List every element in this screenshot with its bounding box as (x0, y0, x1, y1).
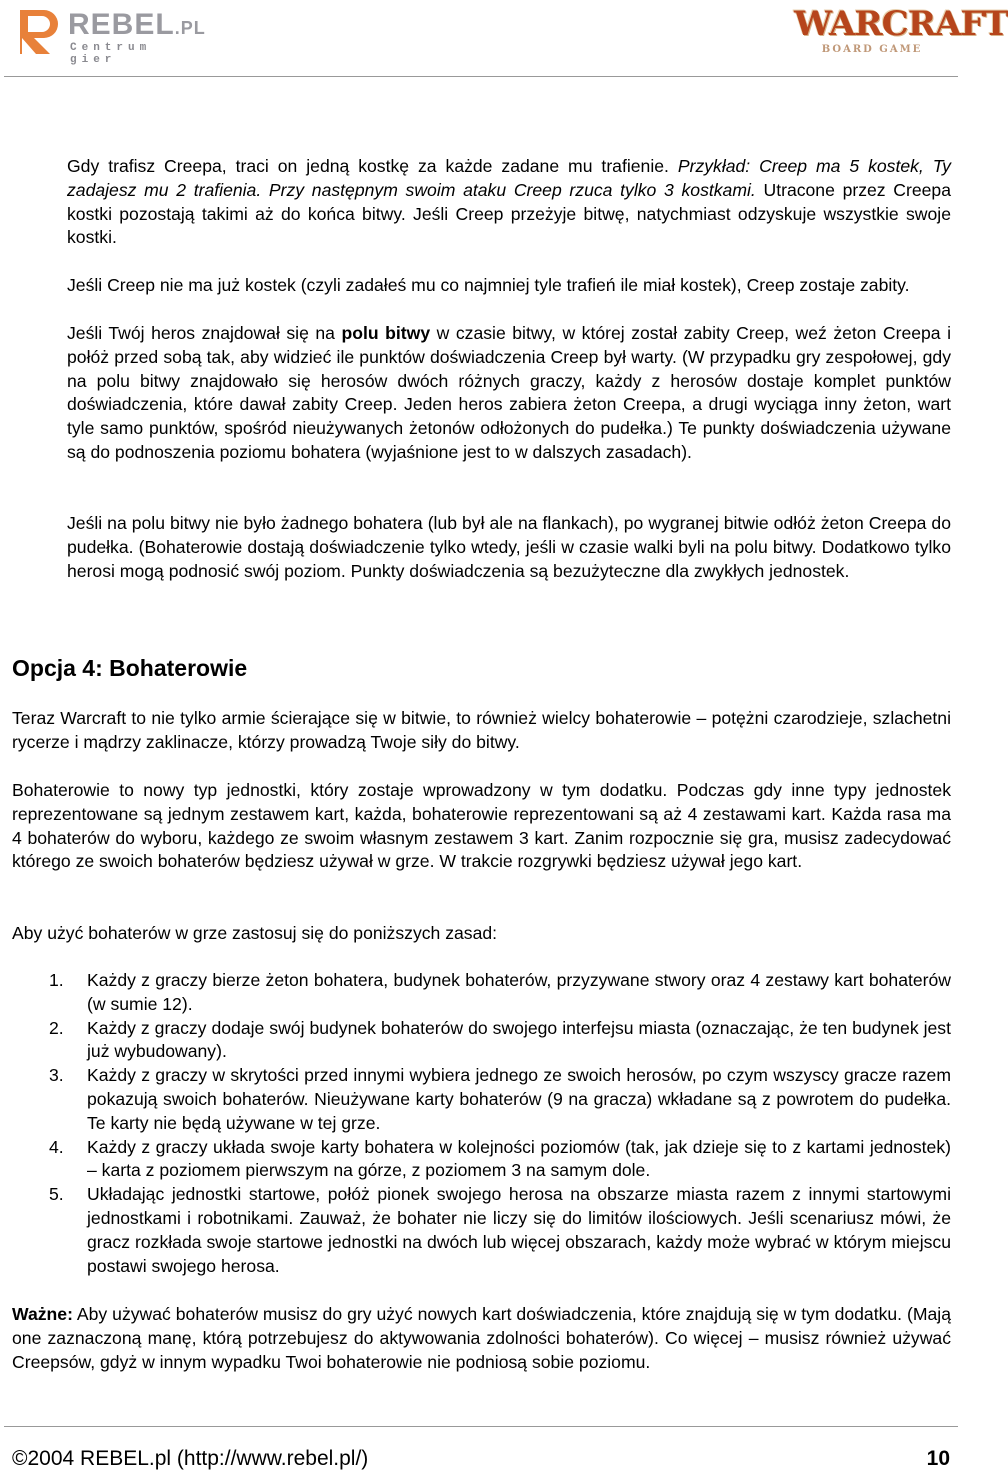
footer-copyright: ©2004 REBEL.pl (http://www.rebel.pl/) (12, 1447, 369, 1470)
bold-term: polu bitwy (341, 323, 431, 343)
list-number: 5. (49, 1184, 64, 1205)
rebel-mark-icon (14, 6, 62, 56)
rebel-tagline: Centrum gier (70, 42, 152, 66)
page-header (0, 0, 1008, 78)
paragraph-creep-hits (67, 155, 951, 250)
text-span: Gdy trafisz Creepa, traci on jedną kostkę za każde zadane mu trafienie. (67, 156, 678, 176)
paragraph-creep-killed: Jeśli Creep nie ma już kostek (czyli zadałeś mu co najmniej tyle trafień ile miał kostek), Creep zostaje zabity. (67, 275, 910, 295)
rules-list (12, 969, 951, 1278)
footer-divider (4, 1426, 958, 1427)
example-text: Przykład: Creep ma 5 kostek, Ty zadajesz mu 2 trafienia. Przy następnym swoim ataku Creep rzuca tylko 3 kostkami. (67, 156, 951, 200)
paragraph-heroes-intro: Teraz Warcraft to nie tylko armie ścierające się w bitwie, to również wielcy bohaterowie – potężni czarodzieje, szlachetni rycerze i mądrzy zaklinacze, którzy prowadzą Twoje siły do bitwy. (12, 708, 951, 752)
list-text: Każdy z graczy układa swoje karty bohatera w kolejności poziomów (tak, jak dzieje się to z kartami jednostek) – karta z poziomem pierwszym na górze, z poziomem 3 na samym dole. (87, 1136, 951, 1181)
text-span: w czasie bitwy, w której został zabity Creep, weź żeton Creepa i połóż przed sobą tak, aby widzieć ile punktów doświadczenia Creep był warty. (W przypadku gry zespołowej, gdy na polu bitwy znajdowało się herosów dwóch różnych graczy, każdy z herosów dostaje komplet punktów doświadczenia, które dawał zabity Creep. Jeden heros zabiera żeton Creepa, a drugi wyciąga inny żeton, wart tyle samo punktów, spośród nieużywanych żetonów odłożonych do pudełka.) Te punkty doświadczenia używane są do podnoszenia poziomu bohatera (wyjaśnione jest to w dalszych zasadach). (67, 323, 952, 462)
paragraph-heroes-cards: Bohaterowie to nowy typ jednostki, który zostaje wprowadzony w tym dodatku. Podczas gdy inne typy jednostek reprezentowane są jednym zestawem kart, każda, bohaterowie reprezentowani są aż 4 zestawami kart. Każda rasa ma 4 bohaterów do wyboru, każdego ze swoim własnym zestawem 3 kart. Zanim rozpocznie się gra, musisz zadecydować którego ze swoich bohaterów będziesz używał w grze. W trakcie rozgrywki będziesz używał jego kart. (12, 780, 951, 872)
text-span: Jeśli Twój heros znajdował się na (67, 323, 342, 343)
list-number: 1. (49, 970, 64, 990)
warcraft-subtitle: BOARD GAME (821, 44, 923, 55)
list-number: 3. (49, 1065, 64, 1086)
list-item (12, 1064, 951, 1135)
page-number: 10 (926, 1447, 950, 1470)
rebel-logo (14, 4, 206, 66)
list-number: 2. (49, 1017, 64, 1038)
rebel-wordmark: REBEL.PL (68, 8, 206, 41)
list-text: Układając jednostki startowe, połóż pionek swojego herosa na obszarze miasta razem z innymi startowymi jednostkami i robotnikami. Zauważ, że bohater nie liczy się do limitów ilościowych. Jeśli scenariusz mówi, że gracz rozkłada swoje startowe jednostki na dwóch lub więcej obszarach, każdy może wybrać w którym miejscu postawi swojego herosa. (87, 1184, 951, 1276)
list-text: Każdy z graczy bierze żeton bohatera, budynek bohaterów, przyzywane stwory oraz 4 zestawy kart bohaterów (w sumie 12). (87, 970, 951, 1014)
list-item (12, 1183, 951, 1278)
list-text: Każdy z graczy dodaje swój budynek bohaterów do swojego interfejsu miasta (oznaczając, że ten budynek jest już wybudowany). (87, 1017, 951, 1062)
text-span: Aby używać bohaterów musisz do gry użyć nowych kart doświadczenia, które znajdują się w tym dodatku. (Mają one zaznaczoną manę, którą potrzebujesz do aktywowania zdolności bohaterów). Co więcej – musisz również używać Creepsów, gdyż w innym wypadku Twoi bohaterowie nie podniosą sobie poziomu. (12, 1304, 951, 1372)
header-divider (4, 76, 958, 77)
warcraft-title: WARCRAFT (794, 4, 1008, 44)
paragraph-rules-intro: Aby użyć bohaterów w grze zastosuj się do poniższych zasad: (12, 923, 498, 943)
list-number: 4. (49, 1136, 64, 1157)
text-span: Utracone przez Creepa kostki pozostają takimi aż do końca bitwy. Jeśli Creep przeżyje bitwę, natychmiast odzyskuje wszystkie swoje kostki. (67, 179, 951, 248)
warcraft-logo (794, 2, 1008, 64)
paragraph-hero-experience (67, 322, 951, 465)
paragraph-no-hero: Jeśli na polu bitwy nie było żadnego bohatera (lub był ale na flankach), po wygranej bitwie odłóż żeton Creepa do pudełka. (Bohaterowie dostają doświadczenie tylko wtedy, jeśli w czasie walki byli na polu bitwy. Dodatkowo tylko herosi mogą podnosić swój poziom. Punkty doświadczenia są bezużyteczne dla zwykłych jednostek. (67, 513, 951, 581)
section-heading: Opcja 4: Bohaterowie (12, 655, 248, 681)
list-item (12, 1136, 951, 1184)
paragraph-important (12, 1303, 951, 1374)
list-text: Każdy z graczy w skrytości przed innymi wybiera jednego ze swoich herosów, po czym wszyscy gracze razem pokazują swoich bohaterów. Nieużywane karty bohaterów (9 na gracza) wkładane są z powrotem do pudełka. Te karty nie będą używane w tej grze. (87, 1065, 951, 1133)
important-label: Ważne: (12, 1304, 73, 1324)
list-item (12, 1017, 951, 1065)
list-item (12, 969, 951, 1017)
